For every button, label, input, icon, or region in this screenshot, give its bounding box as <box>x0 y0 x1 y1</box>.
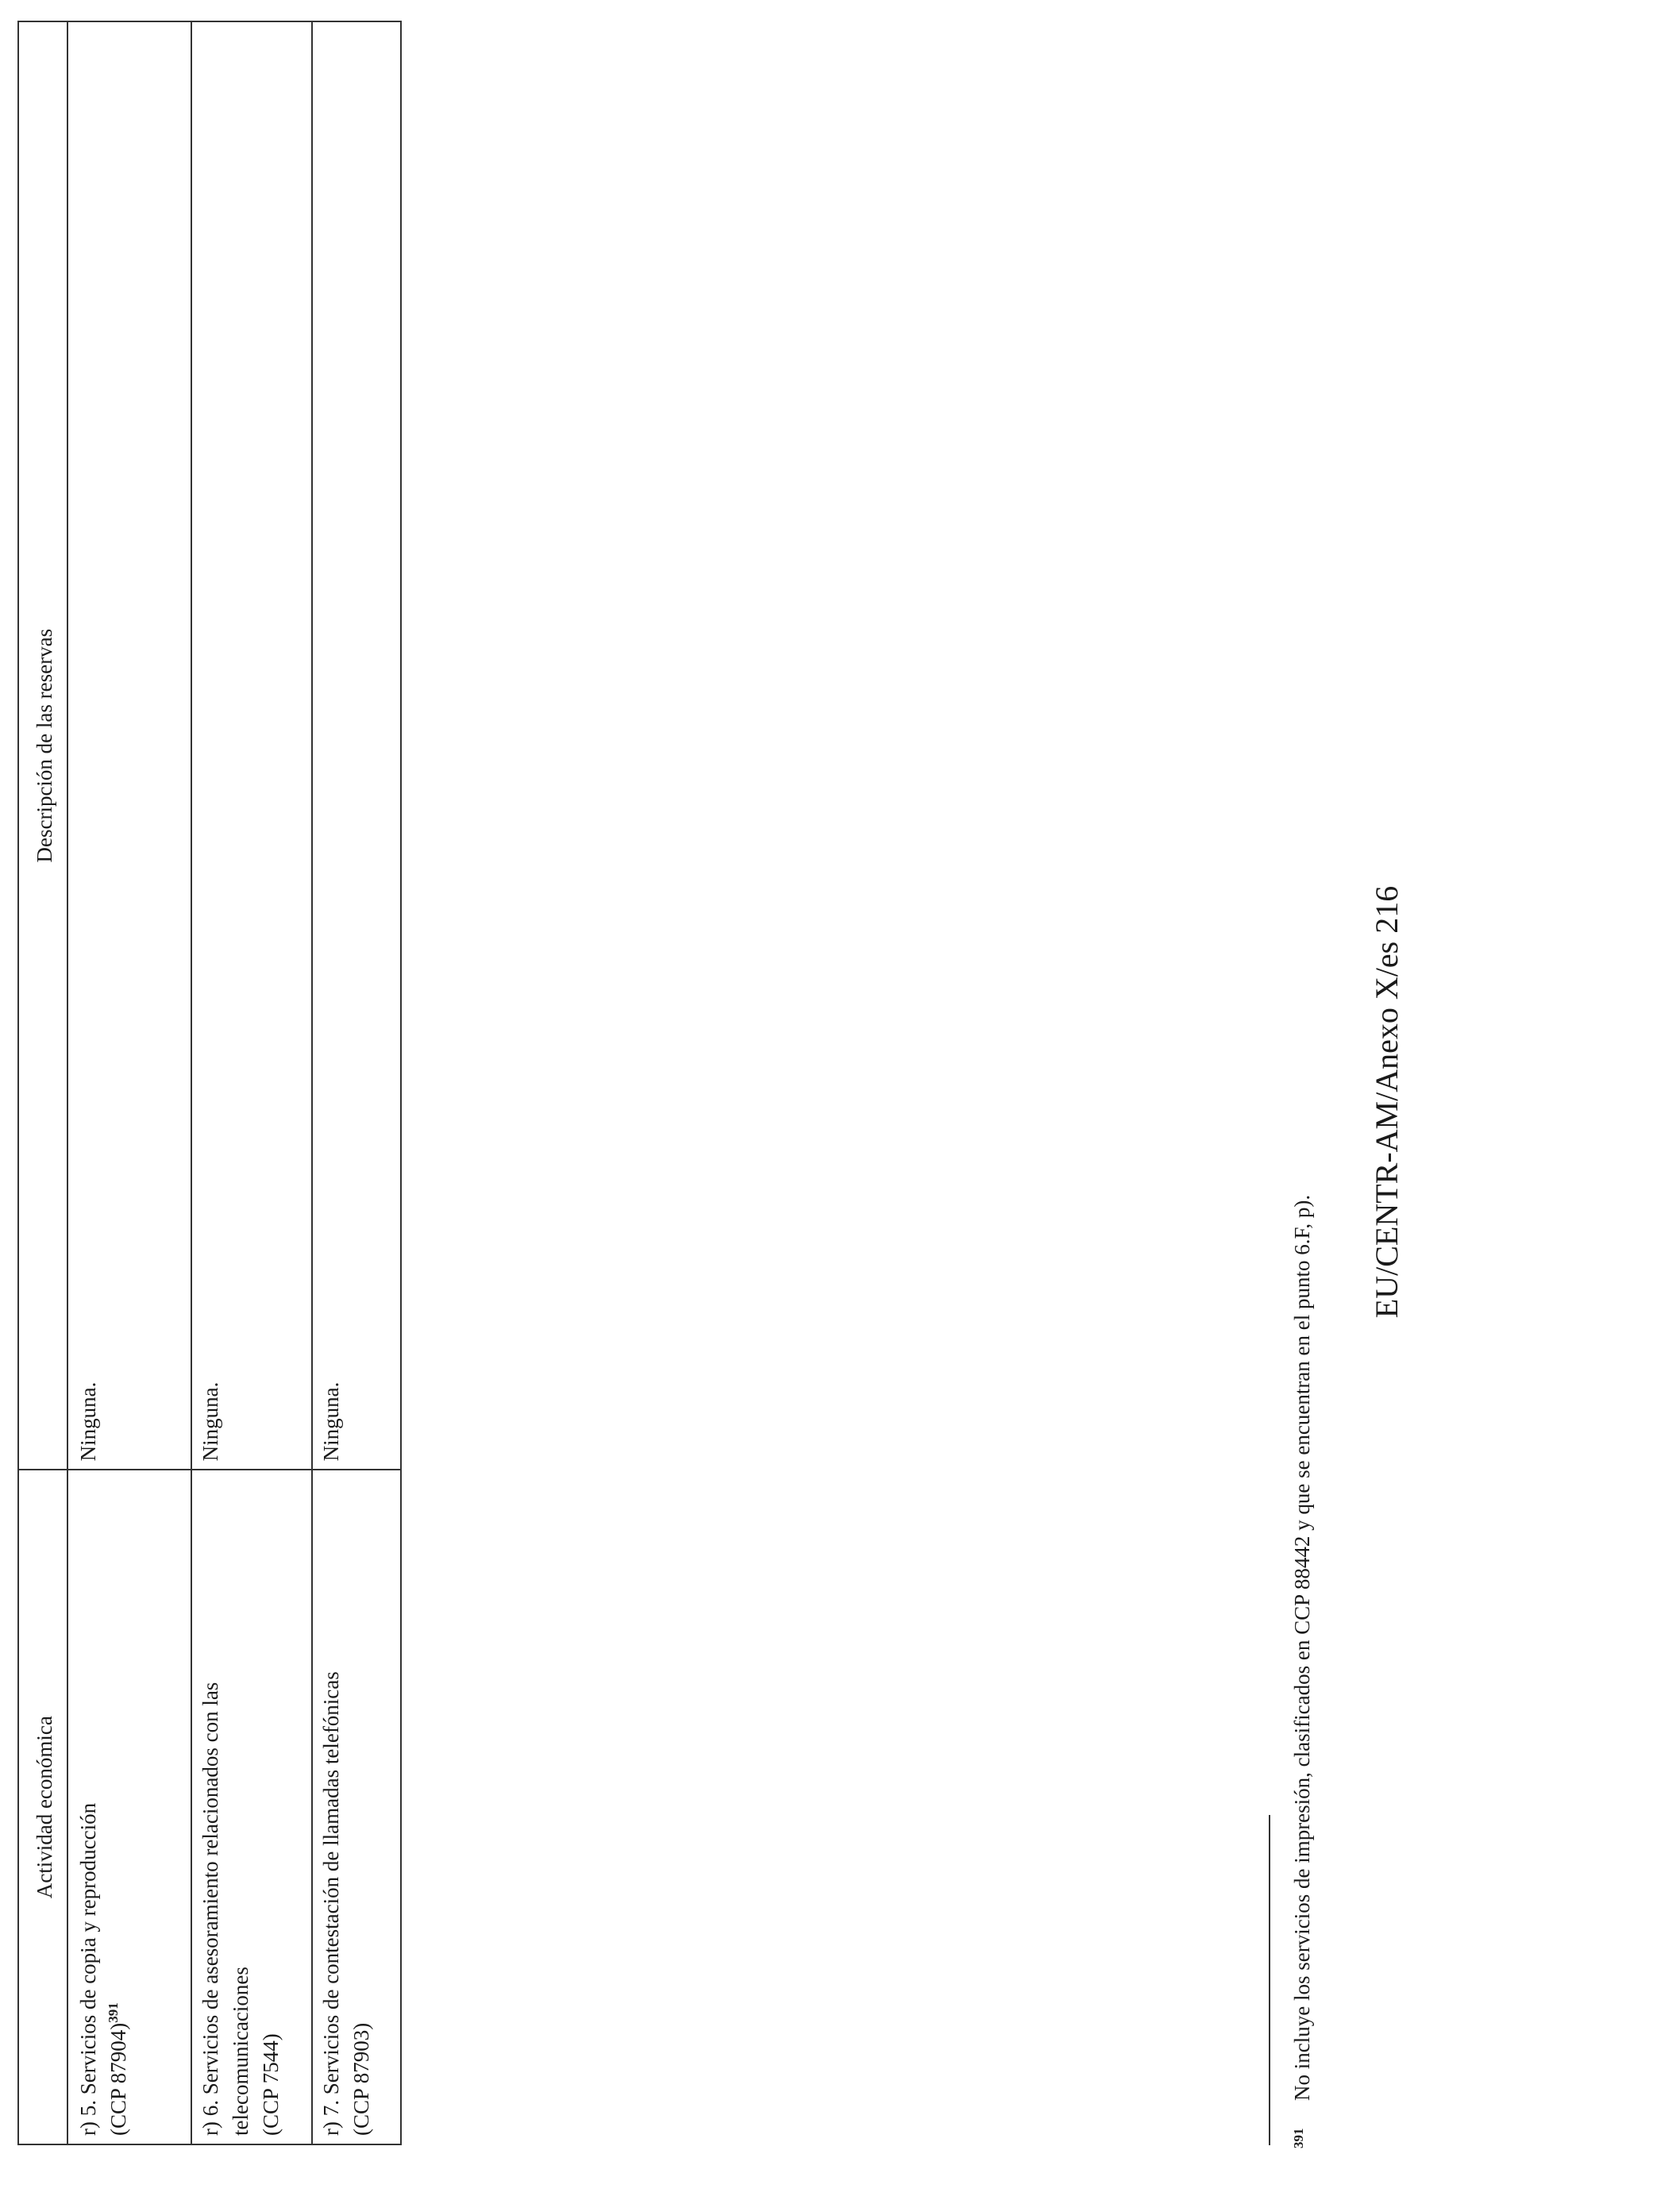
table-row <box>312 21 401 2144</box>
footnote-number: 391 <box>1291 2128 1306 2148</box>
description-cell: Ninguna. <box>191 21 312 1470</box>
ccp-code: (CCP 87904) <box>106 2022 130 2136</box>
activity-line: r) 6. Servicios de asesoramiento relacionados con las <box>198 1682 222 2136</box>
description-cell: Ninguna. <box>67 21 191 1470</box>
page-footer: EU/CENTR-AM/Anexo X/es 216 <box>1369 885 1404 1319</box>
activity-cell <box>67 1470 191 2144</box>
activity-line: telecomunicaciones <box>229 1967 252 2136</box>
table-header-row <box>18 21 67 2144</box>
activity-line: r) 7. Servicios de contestación de llamadas telefónicas <box>319 1671 343 2136</box>
header-actividad-economica: Actividad económica <box>18 1470 67 2144</box>
footnote-text: No incluye los servicios de impresión, clasificados en CCP 88442 y que se encuentran en el punto 6.F, p). <box>1290 1194 1314 2101</box>
activity-line: (CCP 87903) <box>349 2022 373 2136</box>
activity-line: (CCP 7544) <box>259 2033 283 2136</box>
footnote-divider <box>1269 1815 1270 2145</box>
description-cell: Ninguna. <box>312 21 401 1470</box>
activity-line: r) 5. Servicios de copia y reproducción <box>76 1802 100 2136</box>
activity-cell <box>312 1470 401 2144</box>
activity-cell <box>191 1470 312 2144</box>
table-row <box>67 21 191 2144</box>
footnote-reference: 391 <box>106 2002 121 2023</box>
header-descripcion-reservas: Descripción de las reservas <box>18 21 67 1470</box>
activity-line <box>103 1478 133 2136</box>
reservations-table <box>17 21 402 2145</box>
footnote <box>1288 243 1316 2148</box>
table-row <box>191 21 312 2144</box>
